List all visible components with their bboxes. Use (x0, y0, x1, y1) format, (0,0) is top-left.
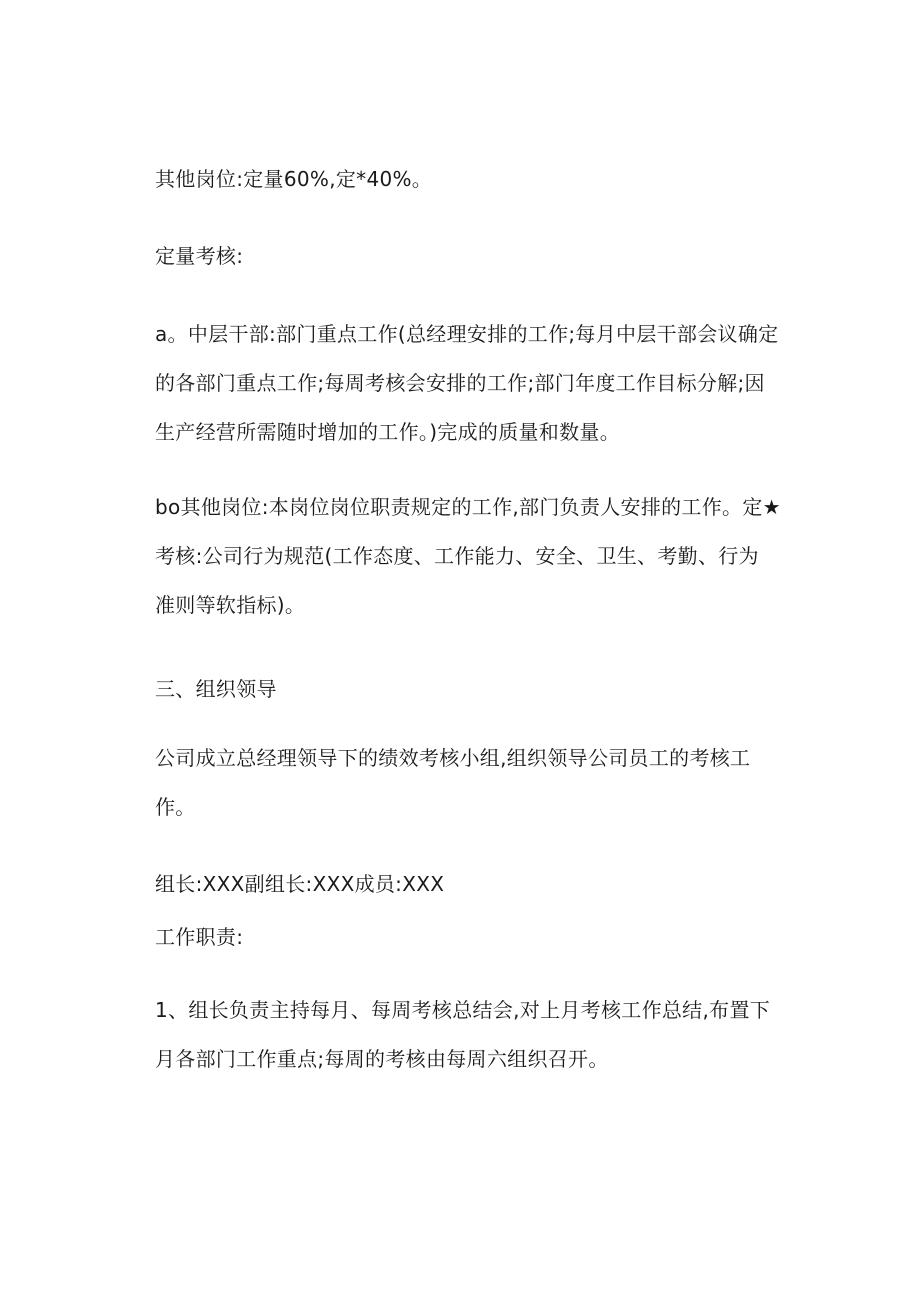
duty-1-paragraph (155, 1000, 775, 1069)
duties-heading: 工作职责: (155, 925, 244, 949)
item-b-line: 考核:公司行为规范(工作态度、工作能力、安全、卫生、考勤、行为 (155, 544, 759, 568)
item-a-paragraph (155, 322, 779, 444)
section-three-title: 三、组织领导 (155, 677, 277, 701)
item-a-line: 的各部门重点工作;每周考核会安排的工作;部门年度工作目标分解;因 (155, 371, 765, 395)
item-a-line: a。中层干部:部门重点工作(总经理安排的工作;每月中层干部会议确定 (155, 322, 779, 346)
org-paragraph (155, 748, 775, 817)
item-b-line: bo其他岗位:本岗位岗位职责规定的工作,部门负责人安排的工作。定★ (155, 495, 781, 519)
duty-1-line: 1、组长负责主持每月、每周考核总结会,对上月考核工作总结,布置下 (155, 998, 771, 1022)
org-paragraph-line: 作。 (155, 795, 196, 819)
quota-other-positions: 其他岗位:定量60%,定*40%。 (155, 167, 433, 191)
quantitative-assessment-heading: 定量考核: (155, 244, 244, 268)
org-paragraph-line: 公司成立总经理领导下的绩效考核小组,组织领导公司员工的考核工 (155, 746, 751, 770)
item-a-line: 生产经营所需随时增加的工作。)完成的质量和数量。 (155, 420, 621, 444)
members-line: 组长:XXX副组长:XXX成员:XXX (155, 872, 445, 896)
item-b-paragraph (155, 495, 781, 617)
duty-1-line: 月各部门工作重点;每周的考核由每周六组织召开。 (155, 1047, 609, 1071)
item-b-line: 准则等软指标)。 (155, 593, 306, 617)
